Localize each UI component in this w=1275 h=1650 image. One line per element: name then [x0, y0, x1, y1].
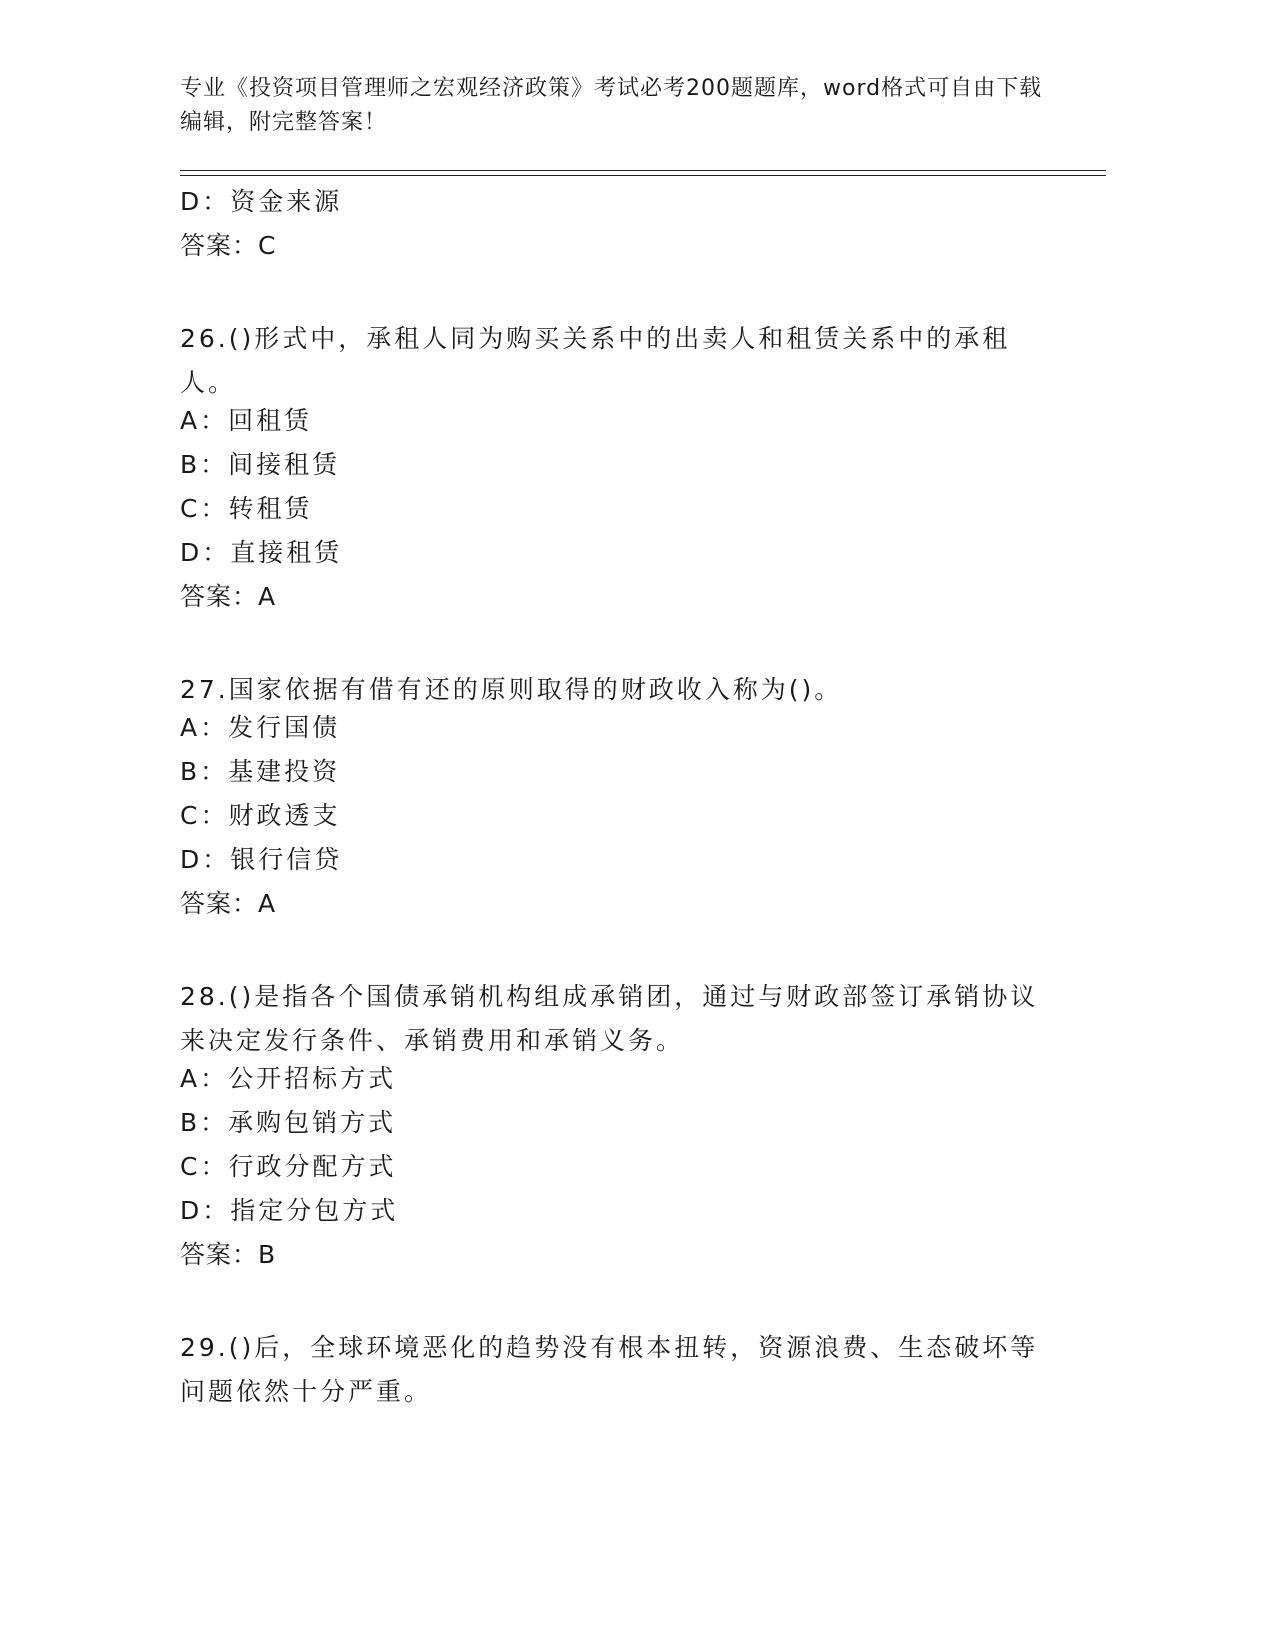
question-26: [180, 314, 1040, 622]
question-29: [180, 1323, 1040, 1411]
option-a: A：发行国债: [180, 713, 341, 742]
question-stem: 27.国家依据有借有还的原则取得的财政收入称为()。: [180, 675, 843, 704]
option-d: D：银行信贷: [180, 845, 343, 874]
option-c: C：转租赁: [180, 494, 313, 523]
option-a: A：回租赁: [180, 406, 313, 435]
answer: 答案：A: [180, 889, 277, 918]
question-list: [180, 183, 1040, 1411]
option-d: D：指定分包方式: [180, 1196, 399, 1225]
question-stem: 28.()是指各个国债承销机构组成承销团，通过与财政部签订承销协议来决定发行条件、承销费用和承销义务。: [180, 982, 1039, 1055]
answer: 答案：C: [180, 231, 277, 260]
question-28: [180, 972, 1040, 1280]
option-a: A：公开招标方式: [180, 1064, 397, 1093]
header-divider-top: [180, 170, 1106, 171]
answer: 答案：A: [180, 582, 277, 611]
question-stem: 26.()形式中，承租人同为购买关系中的出卖人和租赁关系中的承租人。: [180, 324, 1011, 397]
option-d: D：资金来源: [180, 187, 343, 216]
option-b: B：基建投资: [180, 757, 341, 786]
question-stem: 29.()后，全球环境恶化的趋势没有根本扭转，资源浪费、生态破坏等问题依然十分严重。: [180, 1333, 1039, 1406]
option-b: B：承购包销方式: [180, 1108, 397, 1137]
option-c: C：行政分配方式: [180, 1152, 397, 1181]
option-d: D：直接租赁: [180, 538, 343, 567]
option-c: C：财政透支: [180, 801, 341, 830]
header-divider-bottom: [180, 175, 1106, 176]
option-b: B：间接租赁: [180, 450, 341, 479]
answer: 答案：B: [180, 1240, 277, 1269]
document-header: 专业《投资项目管理师之宏观经济政策》考试必考200题题库，word格式可自由下载编辑，附完整答案！: [180, 76, 1043, 135]
question-27: [180, 665, 1040, 929]
